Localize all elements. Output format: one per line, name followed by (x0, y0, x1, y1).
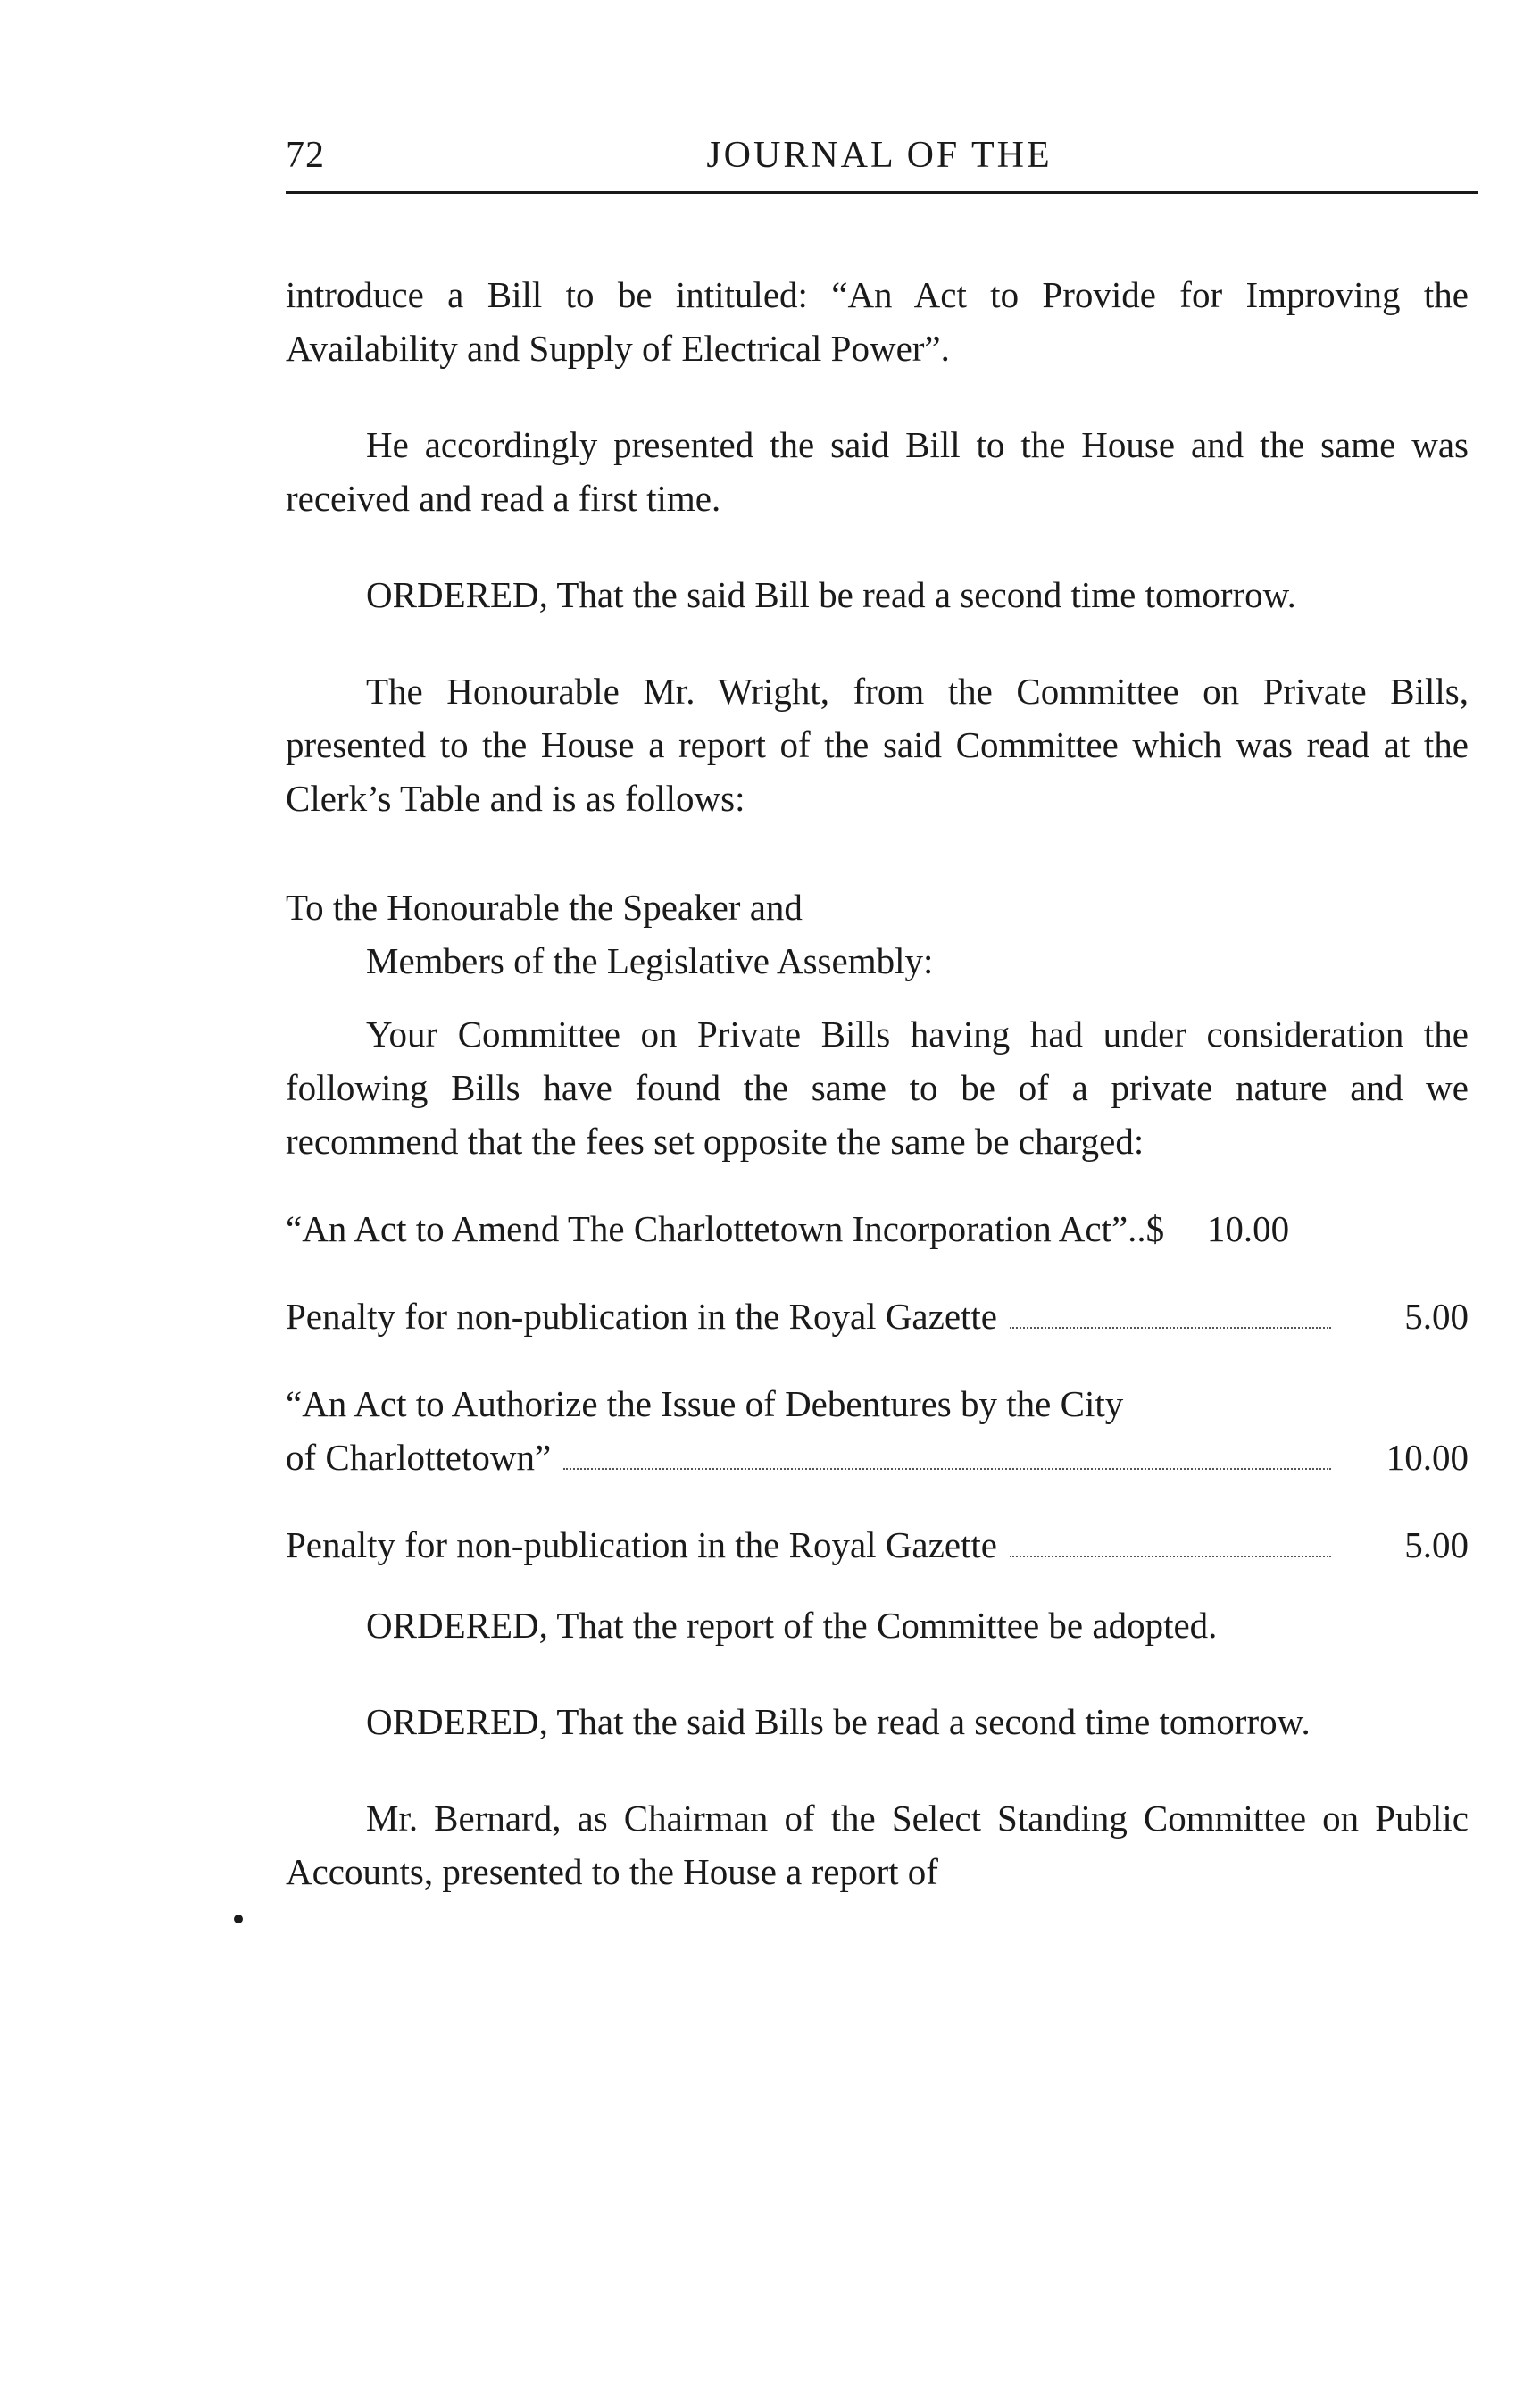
page-body (286, 268, 1469, 1898)
fee-amount: 5.00 (1404, 1524, 1469, 1565)
margin-dot (234, 1915, 243, 1923)
leader-dots (563, 1467, 1331, 1470)
fee-label-line-2: of Charlottetown” (286, 1437, 552, 1478)
paragraph-committee-recommendation: Your Committee on Private Bills having had under consideration the following Bills have found the same to be of a private nature and we recommend that the fees set opposite the same be charged: (286, 1014, 1469, 1162)
fee-label: “An Act to Amend The Charlottetown Incorporation Act”..$ (286, 1208, 1165, 1249)
fee-row (286, 1518, 1469, 1572)
address-line-1: To the Honourable the Speaker and (286, 887, 803, 928)
leader-dots (1010, 1326, 1331, 1329)
address-line-2: Members of the Legislative Assembly: (366, 940, 934, 981)
fee-label: Penalty for non-publication in the Royal Gazette (286, 1296, 997, 1337)
paragraph-bills-second-reading: ORDERED, That the said Bills be read a second time tomorrow. (366, 1701, 1311, 1742)
fee-row (286, 1202, 1469, 1256)
paragraph-committee-report-intro: The Honourable Mr. Wright, from the Committee on Private Bills, presented to the House a report of the said Committee which was read at the Clerk’s Table and is as follows: (286, 671, 1469, 819)
paragraph-report-adopted: ORDERED, That the report of the Committee be adopted. (366, 1605, 1218, 1646)
report-address (286, 880, 1469, 988)
fee-row (286, 1377, 1469, 1484)
fee-row (286, 1289, 1469, 1343)
page-header (286, 134, 1473, 188)
leader-dots (1010, 1555, 1331, 1557)
page-number: 72 (286, 135, 325, 176)
paragraph-ordered-second-reading: ORDERED, That the said Bill be read a second time tomorrow. (366, 574, 1296, 615)
header-rule (286, 191, 1478, 194)
paragraph-bill-introduction: introduce a Bill to be intituled: “An Act to Provide for Improving the Availability and Supply of Electrical Power”. (286, 274, 1469, 369)
fee-amount: 10.00 (1386, 1437, 1469, 1478)
fee-amount: 10.00 (1206, 1208, 1290, 1249)
fee-label-line-1: “An Act to Authorize the Issue of Debentures by the City (286, 1383, 1124, 1424)
fee-amount: 5.00 (1404, 1296, 1469, 1337)
paragraph-public-accounts-report: Mr. Bernard, as Chairman of the Select Standing Committee on Public Accounts, presented to the House a report of (286, 1798, 1469, 1892)
fee-label: Penalty for non-publication in the Royal Gazette (286, 1524, 997, 1565)
paragraph-first-reading: He accordingly presented the said Bill to the House and the same was received and read a first time. (286, 424, 1469, 519)
running-head: JOURNAL OF THE (706, 135, 1053, 176)
